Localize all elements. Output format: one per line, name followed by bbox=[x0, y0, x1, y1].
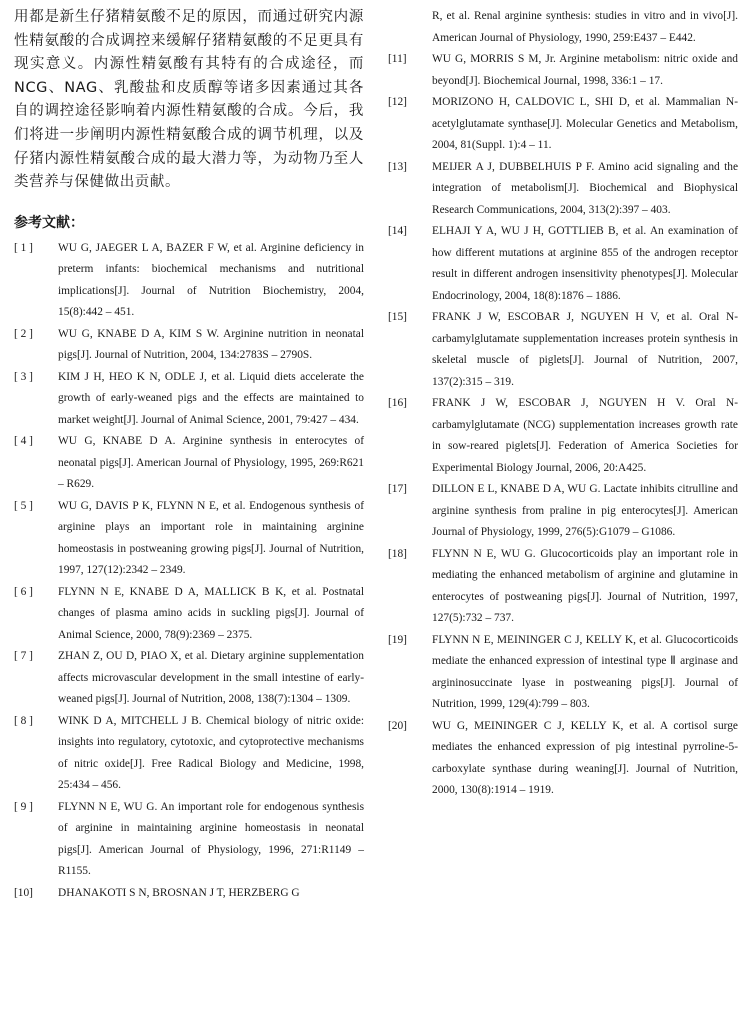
reference-text: MORIZONO H, CALDOVIC L, SHI D, et al. Mammalian N-acetylglutamate synthase[J]. Molecular Genetics and Metabolism, 2004, 81(Suppl. 1):4 – 11. bbox=[432, 96, 738, 151]
references-title: 参考文献： bbox=[14, 214, 84, 231]
reference-text: MEIJER A J, DUBBELHUIS P F. Amino acid signaling and the integration of metabolism[J]. Biochemical and Biophysical Research Communications, 2004, 313(2):397 – 403. bbox=[432, 160, 738, 216]
references-list-left bbox=[14, 238, 364, 905]
right-column bbox=[388, 6, 738, 802]
reference-item bbox=[388, 307, 738, 393]
reference-text: WU G, JAEGER L A, BAZER F W, et al. Arginine deficiency in preterm infants: biochemical mechanisms and nutritional implications[J]. Journal of Nutrition Biochemistry, 2004, 15(8):442 – 451. bbox=[58, 241, 364, 319]
reference-number: [14] bbox=[388, 225, 407, 237]
reference-number: [16] bbox=[388, 397, 407, 409]
reference-item bbox=[14, 324, 364, 367]
body-paragraph: 用都是新生仔猪精氨酸不足的原因，而通过研究内源性精氨酸的合成调控来缓解仔猪精氨酸的不足更具有现实意义。内源性精氨酸有其特有的合成途径，而 NCG、NAG、乳酸盐和皮质醇等诸多因素通过其各自的调控途径影响着内源性精氨酸的合成。今后，我们将进一步阐明内源性精氨酸合成的调节机理，以及仔猪内源性精氨酸合成的最大潜力等，为动物乃至人类营养与保健做出贡献。 bbox=[14, 9, 364, 191]
reference-number: [18] bbox=[388, 547, 407, 560]
reference-10-continuation bbox=[388, 6, 738, 49]
reference-text: FLYNN N E, KNABE D A, MALLICK B K, et al. Postnatal changes of plasma amino acids in suckling pigs[J]. Journal of Animal Science, 2000, 78(9):2369 – 2375. bbox=[58, 585, 364, 641]
reference-text: FLYNN N E, MEININGER C J, KELLY K, et al. Glucocorticoids mediate the enhanced expression of intestinal type Ⅱ arginase and argininosuccinate lyase in postweaning pigs[J]. Journal of Nutrition, 1999, 129(4):799 – 803. bbox=[432, 633, 738, 710]
reference-text: FLYNN N E, WU G. Glucocorticoids play an important role in mediating the enhanced metabolism of arginine and glutamine in enterocytes of postweaning pigs[J]. Journal of Nutrition, 1997, 127(5):732 – 737. bbox=[432, 547, 738, 624]
reference-number: [ 7 ] bbox=[14, 650, 33, 663]
reference-number: [ 9 ] bbox=[14, 800, 33, 813]
reference-item bbox=[14, 711, 364, 797]
reference-text: DHANAKOTI S N, BROSNAN J T, HERZBERG G bbox=[58, 886, 300, 899]
reference-item bbox=[14, 238, 364, 324]
left-column bbox=[14, 6, 364, 904]
reference-number: [ 4 ] bbox=[14, 435, 33, 448]
reference-number: [19] bbox=[388, 633, 407, 646]
reference-text: WU G, DAVIS P K, FLYNN N E, et al. Endogenous synthesis of arginine plays an important role in maintaining arginine homeostasis in postweaning growing pigs[J]. Journal of Nutrition, 1997, 127(12):2342 – 2349. bbox=[58, 499, 364, 577]
reference-item bbox=[388, 49, 738, 92]
references-list-right bbox=[388, 49, 738, 802]
reference-text: FRANK J W, ESCOBAR J, NGUYEN H V. Oral N-carbamylglutamate (NCG) supplementation increases growth rate in sow-reared piglets[J]. Federation of America Societies for Experimental Biology Journal, 2006, 20:A425. bbox=[432, 397, 738, 474]
reference-item bbox=[14, 797, 364, 883]
reference-text: WU G, MEININGER C J, KELLY K, et al. A cortisol surge mediates the enhanced expression of pig intestinal pyrroline-5-carboxylate synthase during weaning[J]. Journal of Nutrition, 2000, 130(8):1914 – 1919. bbox=[432, 719, 738, 796]
reference-item bbox=[388, 92, 738, 157]
reference-number: [10] bbox=[14, 886, 33, 899]
reference-item bbox=[14, 496, 364, 582]
reference-item bbox=[388, 630, 738, 716]
reference-text: R, et al. Renal arginine synthesis: studies in vitro and in vivo[J]. American Journal of Physiology, 1990, 259:E437 – E442. bbox=[432, 10, 738, 44]
reference-text: WINK D A, MITCHELL J B. Chemical biology of nitric oxide: insights into regulatory, cytotoxic, and cytoprotective mechanisms of nitric oxide[J]. Free Radical Biology and Medicine, 1998, 25:434 – 456. bbox=[58, 714, 364, 792]
reference-item bbox=[14, 367, 364, 432]
reference-item bbox=[388, 544, 738, 630]
reference-item bbox=[14, 582, 364, 647]
reference-number: [ 3 ] bbox=[14, 370, 33, 383]
reference-text: ELHAJI Y A, WU J H, GOTTLIEB B, et al. An examination of how different mutations at arginine 855 of the androgen receptor result in different androgen insensitivity phenotypes[J]. Molecular Endocrinology, 2004, 18(8):1876 – 1886. bbox=[432, 225, 738, 302]
reference-text: KIM J H, HEO K N, ODLE J, et al. Liquid diets accelerate the growth of early-weaned pigs and the effects are maintained to market weight[J]. Journal of Animal Science, 2001, 79:427 – 434. bbox=[58, 370, 364, 426]
reference-item bbox=[388, 716, 738, 802]
reference-number: [ 5 ] bbox=[14, 499, 33, 512]
reference-text: WU G, KNABE D A. Arginine synthesis in enterocytes of neonatal pigs[J]. American Journal of Physiology, 1995, 269:R621 – R629. bbox=[58, 435, 364, 491]
reference-item bbox=[14, 646, 364, 711]
reference-text: DILLON E L, KNABE D A, WU G. Lactate inhibits citrulline and arginine synthesis from praline in pig enterocytes[J]. American Journal of Physiology, 1999, 276(5):G1079 – G1086. bbox=[432, 483, 738, 538]
reference-number: [11] bbox=[388, 53, 407, 65]
reference-item bbox=[14, 883, 364, 905]
reference-number: [ 1 ] bbox=[14, 241, 33, 254]
reference-number: [ 8 ] bbox=[14, 714, 33, 727]
reference-number: [17] bbox=[388, 483, 407, 495]
reference-number: [13] bbox=[388, 160, 407, 173]
reference-text: ZHAN Z, OU D, PIAO X, et al. Dietary arginine supplementation affects microvascular development in the small intestine of early-weaned pigs[J]. Journal of Nutrition, 2008, 138(7):1304 – 1309. bbox=[58, 650, 364, 706]
reference-number: [15] bbox=[388, 311, 407, 323]
reference-item bbox=[14, 431, 364, 496]
reference-number: [12] bbox=[388, 96, 407, 108]
reference-number: [ 2 ] bbox=[14, 327, 33, 340]
reference-item bbox=[388, 479, 738, 544]
reference-text: WU G, KNABE D A, KIM S W. Arginine nutrition in neonatal pigs[J]. Journal of Nutrition, 2004, 134:2783S – 2790S. bbox=[58, 327, 364, 362]
reference-text: WU G, MORRIS S M, Jr. Arginine metabolism: nitric oxide and beyond[J]. Biochemical Journal, 1998, 336:1 – 17. bbox=[432, 53, 738, 87]
reference-item bbox=[388, 221, 738, 307]
reference-item bbox=[388, 393, 738, 479]
reference-number: [ 6 ] bbox=[14, 585, 33, 598]
reference-number: [20] bbox=[388, 719, 407, 732]
reference-text: FLYNN N E, WU G. An important role for endogenous synthesis of arginine in maintaining arginine homeostasis in neonatal pigs[J]. American Journal of Physiology, 1996, 271:R1149 – R1155. bbox=[58, 800, 364, 878]
reference-text: FRANK J W, ESCOBAR J, NGUYEN H V, et al. Oral N-carbamylglutamate supplementation increases protein synthesis in skeletal muscle of piglets[J]. Journal of Nutrition, 2007, 137(2):315 – 319. bbox=[432, 311, 738, 388]
reference-item bbox=[388, 157, 738, 222]
